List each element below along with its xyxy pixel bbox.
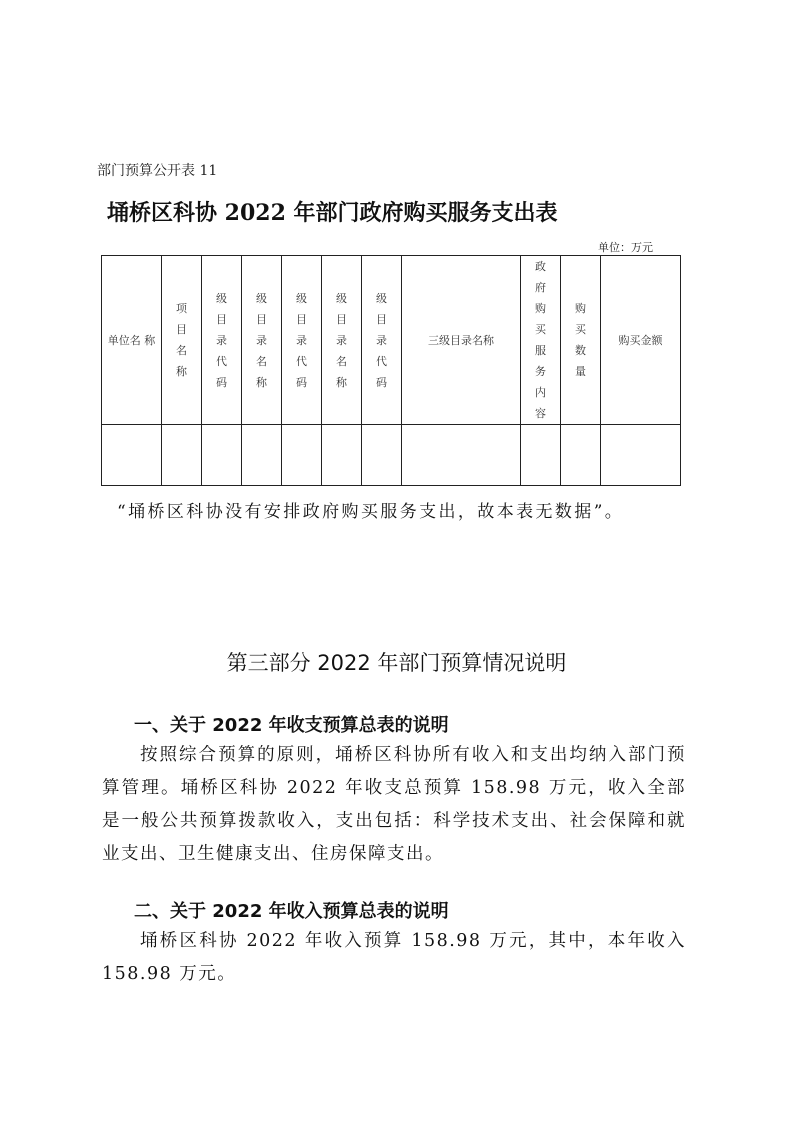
header-text: 购买金额 (618, 334, 663, 347)
header-cell (202, 256, 242, 425)
header-text: 级目录代码 (216, 291, 227, 389)
header-text: 项目名称 (176, 302, 187, 378)
header-cell (561, 256, 601, 425)
table-cell (102, 425, 162, 486)
header-cell (601, 256, 681, 425)
header-cell (162, 256, 202, 425)
header-text: 级目录代码 (376, 291, 387, 389)
table-cell (561, 425, 601, 486)
header-cell (322, 256, 362, 425)
header-cell (362, 256, 402, 425)
header-cell (402, 256, 521, 425)
header-cell (282, 256, 322, 425)
header-text: 级目录名称 (256, 291, 267, 389)
header-text: 购买数量 (575, 302, 586, 378)
unit-label: 单位：万元 (598, 241, 653, 254)
no-data-note: “埇桥区科协没有安排政府购买服务支出，故本表无数据”。 (117, 502, 625, 522)
header-text: 单位名 称 (107, 334, 156, 347)
header-text: 级目录代码 (296, 291, 307, 389)
table-cell (521, 425, 561, 486)
header-text: 政府购买服务内容 (535, 260, 546, 420)
table-cell (282, 425, 322, 486)
table-row (102, 425, 681, 486)
header-cell (521, 256, 561, 425)
section-paragraph: 埇桥区科协 2022 年收入预算 158.98 万元，其中，本年收入158.98 万元。 (102, 931, 686, 984)
header-text: 三级目录名称 (428, 334, 494, 347)
section-heading: 二、关于 2022 年收入预算总表的说明 (134, 901, 449, 922)
table-cell (402, 425, 521, 486)
header-cell (102, 256, 162, 425)
section-paragraph: 按照综合预算的原则，埇桥区科协所有收入和支出均纳入部门预算管理。埇桥区科协 2022 年收支总预算 158.98 万元，收入全部是一般公共预算拨款收入，支出包括：科学技术支出、社会保障和就业支出、卫生健康支出、住房保障支出。 (102, 745, 686, 864)
table-cell (601, 425, 681, 486)
section-heading: 一、关于 2022 年收支预算总表的说明 (134, 715, 449, 736)
table-cell (242, 425, 282, 486)
table-cell (202, 425, 242, 486)
table-label: 部门预算公开表 11 (97, 163, 218, 179)
header-cell (242, 256, 282, 425)
table-cell (162, 425, 202, 486)
header-text: 级目录名称 (336, 291, 347, 389)
table-cell (322, 425, 362, 486)
table-header-row (102, 256, 681, 425)
document-title: 埇桥区科协 2022 年部门政府购买服务支出表 (107, 200, 558, 226)
table-cell (362, 425, 402, 486)
purchase-service-table (101, 255, 681, 486)
part-title: 第三部分 2022 年部门预算情况说明 (226, 651, 567, 675)
